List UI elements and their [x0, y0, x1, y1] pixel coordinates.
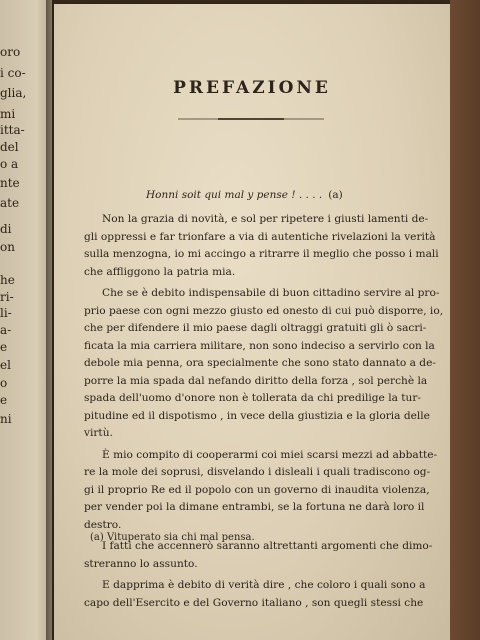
left-page-text-fragment: di	[0, 222, 12, 236]
left-page-text-fragment: itta-	[0, 123, 25, 137]
footnote: (a) Vituperato sia chi mal pensa.	[90, 532, 255, 543]
left-page-text-fragment: li-	[0, 306, 12, 320]
left-page-text-fragment: o	[0, 376, 8, 390]
text-line: sulla menzogna, io mi accingo a ritrarre il meglio che posso i mali	[84, 248, 439, 260]
text-line: prio paese con ogni mezzo giusto ed onesto di cui può disporre, io,	[84, 304, 444, 317]
left-page-text-fragment: glia,	[0, 86, 27, 100]
text-line: I fatti che accennerò saranno altrettanti argomenti che dimo-	[102, 540, 433, 552]
paragraph	[84, 447, 438, 535]
left-page-text-fragment: oro	[0, 45, 21, 59]
left-page-text-fragment: ni	[0, 412, 12, 426]
left-facing-page	[0, 0, 52, 640]
left-page-text-fragment: a-	[0, 323, 12, 337]
left-page-text-fragment: he	[0, 273, 15, 287]
page-title: PREFAZIONE	[173, 78, 331, 98]
text-line: gi il proprio Re ed il popolo con un governo di inaudita violenza,	[84, 483, 430, 496]
left-page-text-fragment: nte	[0, 176, 20, 190]
text-line: porre la mia spada dal nefando diritto della forza , sol perchè la	[84, 374, 428, 387]
left-page-text-fragment: e	[0, 393, 8, 407]
text-line: pitudine ed il dispotismo , in vece della giustizia e la gloria delle	[84, 409, 430, 422]
left-page-text-fragment: ri-	[0, 290, 14, 304]
book-page	[54, 4, 450, 640]
left-page-text-fragment: i co-	[0, 66, 26, 80]
text-line: re la mole dei soprusi, disvelando i disleali i quali tradiscono og-	[84, 466, 431, 478]
body-text	[84, 211, 444, 616]
text-line: capo dell'Esercito e del Governo italiano , son quegli stessi che	[84, 596, 424, 609]
text-line: Non la grazia di novità, e sol per ripetere i giusti lamenti de-	[102, 213, 429, 225]
epigraph	[146, 189, 343, 201]
text-line: spada dell'uomo d'onore non è tollerata da chi predilige la tur-	[84, 392, 421, 404]
paragraph	[84, 577, 426, 612]
paragraph	[84, 211, 439, 281]
text-line: debole mia penna, ora specialmente che sono stato dannato a de-	[84, 357, 436, 369]
left-page-text-fragment: o a	[0, 157, 19, 171]
left-page-text-fragment: el	[0, 358, 11, 372]
text-line: Che se è debito indispensabile di buon cittadino servire al pro-	[102, 287, 440, 299]
left-page-text-fragment: e	[0, 340, 8, 354]
text-line: che per difendere il mio paese dagli oltraggi gratuiti gli ò sacri-	[84, 322, 427, 334]
text-line: È mio compito di cooperarmi coi miei scarsi mezzi ad abbatte-	[102, 448, 438, 461]
left-page-text-fragment: mi	[0, 107, 16, 121]
text-line: virtù.	[84, 427, 113, 439]
paragraph	[84, 285, 444, 443]
epigraph-note-marker: (a)	[328, 189, 343, 201]
text-line: ficata la mia carriera militare, non sono indeciso a servirlo con la	[84, 339, 435, 352]
table-surface	[450, 0, 480, 640]
epigraph-text: Honni soit qui mal y pense ! . . . .	[146, 189, 323, 201]
text-line: E dapprima è debito di verità dire , che coloro i quali sono a	[102, 579, 426, 591]
title-ornament-rule	[178, 117, 324, 119]
left-page-text-fragment: on	[0, 240, 15, 254]
text-line: destro.	[84, 518, 122, 531]
left-page-text-fragment: del	[0, 140, 19, 154]
text-line: che affliggono la patria mia.	[84, 265, 236, 278]
text-line: streranno lo assunto.	[84, 557, 198, 570]
paragraph	[84, 538, 433, 573]
text-line: per vender poi la dimane entrambi, se la fortuna ne darà loro il	[84, 501, 425, 513]
left-page-text-fragment: ate	[0, 196, 20, 210]
text-line: gli oppressi e far trionfare a via di autentiche rivelazioni la verità	[84, 230, 436, 243]
